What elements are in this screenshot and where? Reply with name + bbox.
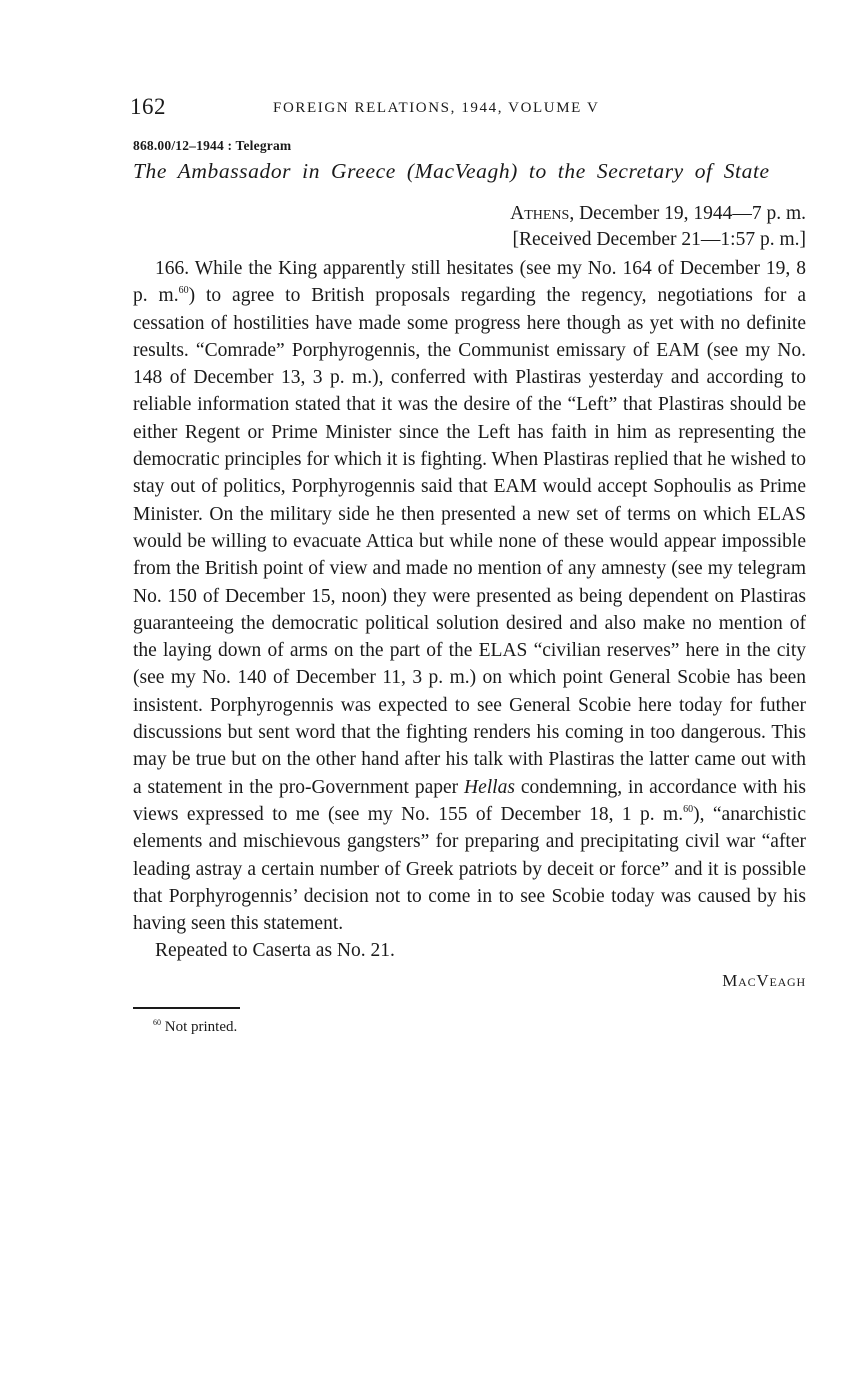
footnote-ref: 60 <box>178 285 189 297</box>
body-text-4: ), “anarchistic elements and mischievous gangsters” for preparing and precipitating civil war “after leading astray a certain number of Greek patriots by deceit or force” and it is possible that Porphyrogennis’ decision not to come in to see Scobie today was caused by his having seen this statement. <box>133 803 806 935</box>
repeated-note: Repeated to Caserta as No. 21. <box>155 940 395 962</box>
footnote-divider <box>133 1007 240 1009</box>
footnote-marker: 60 <box>153 1017 161 1027</box>
body-text-2: ) to agree to British proposals regarding the regency, negotiations for a cessation of hostilities have made some progress here though as yet with no definite results. “Comrade” Porphyrogennis, the Communist emissary of EAM (see my No. 148 of December 13, 3 p. m.), conferred with Plastiras yesterday and according to reliable information stated that it was the desire of the “Left” that Plastiras should be either Regent or Prime Minister since the Left has faith in him as representing the democratic principles for which it is fighting. When Plastiras replied that he wished to stay out of politics, Porphyrogennis said that EAM would accept Sophoulis as Prime Minister. On the military side he then presented a new set of terms on which ELAS would be willing to evacuate Attica but while none of these would appear impossible from the British point of view and made no mention of any amnesty (see my telegram No. 150 of December 15, noon) they were presented as being dependent on Plastiras guaranteeing the democratic political solution desired and also make no mention of the laying down of arms on the part of the ELAS “civilian reserves” here in the city (see my No. 140 of December 11, 3 p. m.) on which point General Scobie has been insistent. Porphyrogennis was expected to see General Scobie here today for futher discussions but sent word that the fighting renders his coming in too dangerous. This may be true but on the other hand after his talk with Plastiras the latter came out with a statement in the pro-Government paper <box>133 285 806 798</box>
footnote <box>153 1019 806 1036</box>
running-title: FOREIGN RELATIONS, 1944, VOLUME V <box>273 100 600 116</box>
dateline <box>133 201 806 253</box>
dateline-received: [Received December 21—1:57 p. m.] <box>512 229 806 250</box>
file-number: 868.00/12–1944 : Telegram <box>133 138 292 153</box>
body-text-3: condemning, in accordance with his views expressed to me (see my No. 155 of December 18, 1 p. m. <box>133 776 806 825</box>
newspaper-title: Hellas <box>464 776 515 798</box>
running-head <box>130 92 806 126</box>
footnote-text: Not printed. <box>161 1018 238 1035</box>
footnote-ref: 60 <box>683 803 694 815</box>
dateline-date: , December 19, 1944—7 p. m. <box>569 203 806 224</box>
dateline-place: Athens <box>510 203 570 224</box>
dateline-sent <box>133 201 806 227</box>
page-number: 162 <box>130 94 166 119</box>
telegram-body <box>133 255 806 937</box>
document-heading: The Ambassador in Greece (MacVeagh) to the Secretary of State <box>133 159 770 183</box>
document-page <box>130 92 806 1036</box>
signature: MacVeagh <box>722 970 806 990</box>
body-text-1: 166. While the King apparently still hesitates (see my No. 164 of December 19, 8 p. m. <box>133 258 806 307</box>
